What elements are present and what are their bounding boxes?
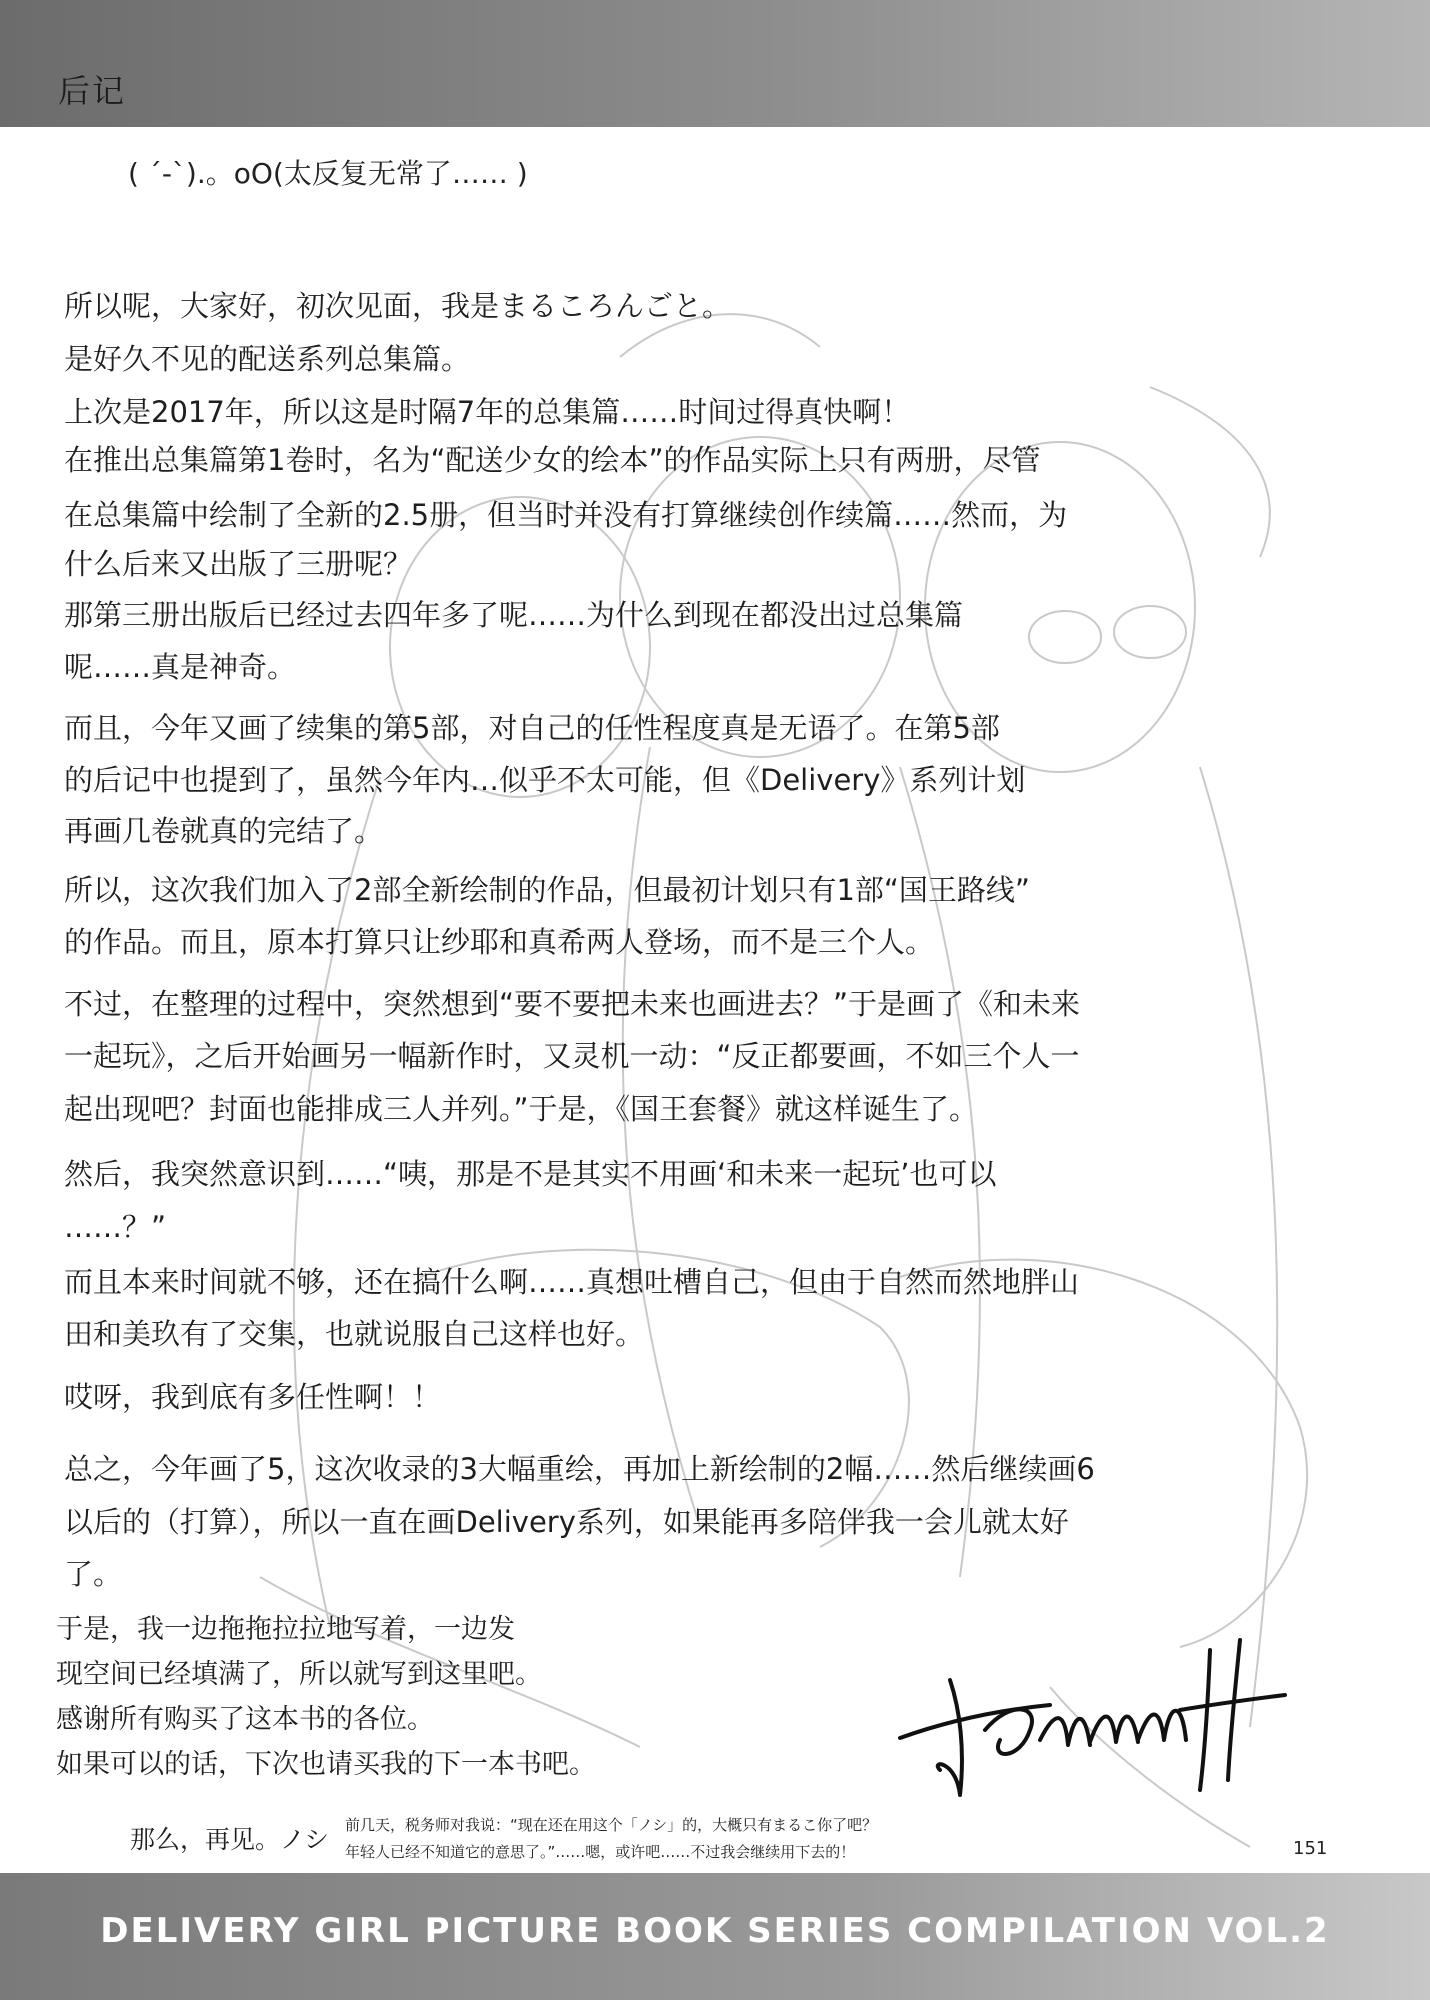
paragraph-line: 什么后来又出版了三册呢？: [64, 547, 413, 581]
page-header: [0, 0, 1430, 127]
footnote-line: 年轻人已经不知道它的意思了。”……嗯，或许吧……不过我会继续用下去的！: [345, 1843, 856, 1861]
paragraph-line: 所以，这次我们加入了2部全新绘制的作品，但最初计划只有1部“国王路线”: [64, 873, 1030, 907]
footnote: [345, 1812, 877, 1866]
paragraph-line: 了。: [64, 1557, 123, 1591]
paragraph-line: 起出现吧？封面也能排成三人并列。”于是，《国王套餐》就这样诞生了。: [64, 1092, 979, 1126]
paragraph-line: 在推出总集篇第1卷时，名为“配送少女的绘本”的作品实际上只有两册，尽管: [64, 443, 1041, 477]
paragraph-line: 不过，在整理的过程中，突然想到“要不要把未来也画进去？”于是画了《和未来: [64, 987, 1081, 1021]
paragraph-line: 再画几卷就真的完结了。: [64, 814, 384, 848]
paragraph-line: 呢……真是神奇。: [64, 650, 297, 684]
page-footer: [0, 1873, 1430, 2000]
paragraph-line: ……？”: [64, 1210, 167, 1244]
page-number: 151: [1293, 1838, 1328, 1859]
closing-line: 现空间已经填满了，所以就写到这里吧。: [56, 1659, 542, 1690]
paragraph-line: 一起玩》，之后开始画另一幅新作时，又灵机一动：“反正都要画，不如三个人一: [64, 1039, 1080, 1073]
paragraph-line: 是好久不见的配送系列总集篇。: [64, 342, 471, 376]
closing-line: 如果可以的话，下次也请买我的下一本书吧。: [56, 1749, 596, 1780]
paragraph-line: 上次是2017年，所以这是时隔7年的总集篇……时间过得真快啊！: [64, 395, 911, 429]
header-title: 后记: [58, 72, 127, 110]
paragraph-line: 然后，我突然意识到……“咦，那是不是其实不用画‘和未来一起玩’也可以: [64, 1157, 997, 1191]
closing-line: 于是，我一边拖拖拉拉地写着，一边发: [56, 1614, 515, 1645]
paragraph-line: 那第三册出版后已经过去四年多了呢……为什么到现在都没出过总集篇: [64, 598, 964, 632]
farewell-line: 那么，再见。ノシ: [130, 1825, 330, 1854]
footnote-line: 前几天，税务师对我说：“现在还在用这个「ノシ」的，大概只有まるこ你了吧？: [345, 1816, 878, 1834]
paragraph-line: 哎呀，我到底有多任性啊！！: [64, 1380, 442, 1414]
author-signature: [890, 1610, 1290, 1810]
paragraph-line: 在总集篇中绘制了全新的2.5册，但当时并没有打算继续创作续篇……然而，为: [64, 498, 1068, 532]
paragraph-line: 而且本来时间就不够，还在搞什么啊……真想吐槽自己，但由于自然而然地胖山: [64, 1265, 1080, 1299]
paragraph-line: 的后记中也提到了，虽然今年内…似乎不太可能，但《Delivery》系列计划: [64, 763, 1026, 797]
paragraph-line: 总之，今年画了5，这次收录的3大幅重绘，再加上新绘制的2幅……然后继续画6: [64, 1452, 1095, 1486]
paragraph-line: 的作品。而且，原本打算只让纱耶和真希两人登场，而不是三个人。: [64, 925, 935, 959]
paragraph-line: 田和美玖有了交集，也就说服自己这样也好。: [64, 1317, 645, 1351]
closing-line: 感谢所有购买了这本书的各位。: [56, 1704, 434, 1735]
mood-line: ( ´-`).。oO(太反复无常了…… ): [128, 157, 528, 190]
paragraph-line: 而且，今年又画了续集的第5部，对自己的任性程度真是无语了。在第5部: [64, 711, 1000, 745]
paragraph-line: 所以呢，大家好，初次见面，我是まるころんごと。: [64, 289, 732, 323]
paragraph-line: 以后的（打算），所以一直在画Delivery系列，如果能再多陪伴我一会儿就太好: [64, 1505, 1069, 1539]
series-title: DELIVERY GIRL PICTURE BOOK SERIES COMPILATION VOL.2: [100, 1911, 1330, 1951]
